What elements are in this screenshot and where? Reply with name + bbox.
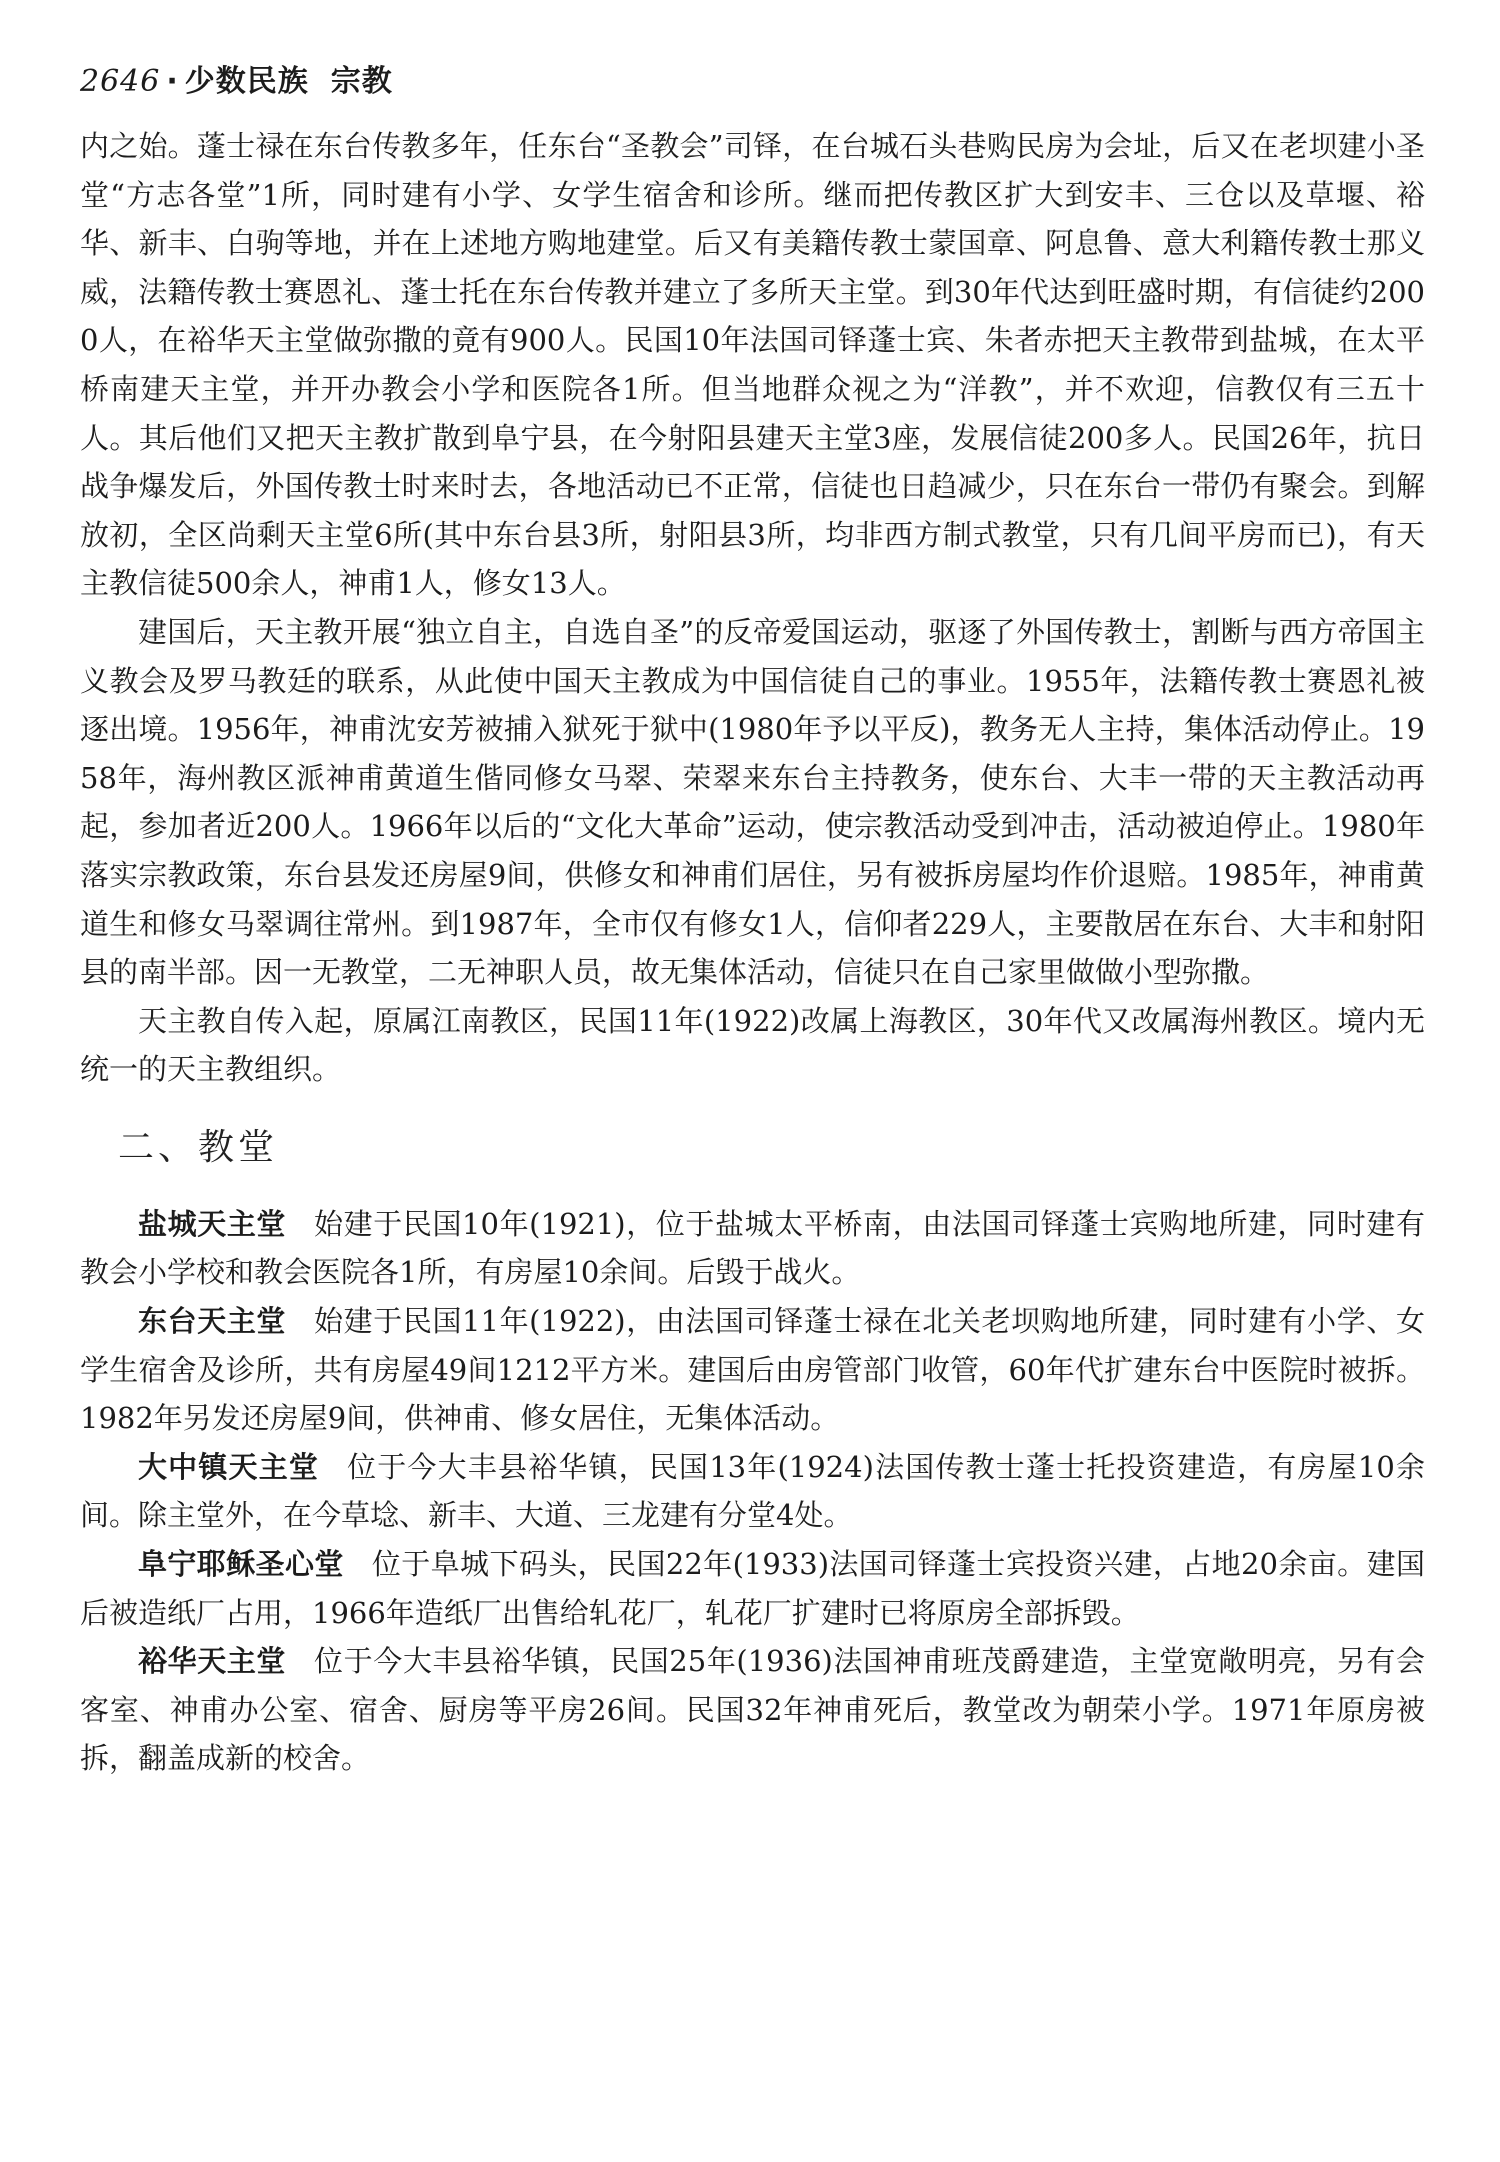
header-section: 少数民族 xyxy=(184,64,309,99)
church-entry xyxy=(80,1200,1425,1297)
church-entry xyxy=(80,1443,1425,1540)
entry-term: 裕华天主堂 xyxy=(138,1644,287,1679)
entry-text: 位于阜城下码头，民国22年(1933)法国司铎蓬士宾投资兴建，占地20余亩。建国后被造纸厂占用，1966年造纸厂出售给轧花厂，轧花厂扩建时已将原房全部拆毁。 xyxy=(80,1547,1425,1630)
entry-term: 大中镇天主堂 xyxy=(138,1449,320,1484)
body-paragraph-continued: 内之始。蓬士禄在东台传教多年，任东台“圣教会”司铎，在台城石头巷购民房为会址，后又在老坝建小圣堂“方志各堂”1所，同时建有小学、女学生宿舍和诊所。继而把传教区扩大到安丰、三仓以及草堰、裕华、新丰、白驹等地，并在上述地方购地建堂。后又有美籍传教士蒙国章、阿息鲁、意大利籍传教士那义威，法籍传教士赛恩礼、蓬士托在东台传教并建立了多所天主堂。到30年代达到旺盛时期，有信徒约2000人，在裕华天主堂做弥撒的竟有900人。民国10年法国司铎蓬士宾、朱者赤把天主教带到盐城，在太平桥南建天主堂，并开办教会小学和医院各1所。但当地群众视之为“洋教”，并不欢迎，信教仅有三五十人。其后他们又把天主教扩散到阜宁县，在今射阳县建天主堂3座，发展信徒200多人。民国26年，抗日战争爆发后，外国传教士时来时去，各地活动已不正常，信徒也日趋减少，只在东台一带仍有聚会。到解放初，全区尚剩天主堂6所(其中东台县3所，射阳县3所，均非西方制式教堂，只有几间平房而已)，有天主教信徒500余人，神甫1人，修女13人。 xyxy=(80,129,1425,601)
entry-term: 盐城天主堂 xyxy=(138,1206,287,1241)
entry-term: 阜宁耶稣圣心堂 xyxy=(138,1547,344,1582)
section-heading: 二、教堂 xyxy=(118,1126,279,1168)
entry-term: 东台天主堂 xyxy=(138,1304,287,1339)
body-paragraph: 建国后，天主教开展“独立自主，自选自圣”的反帝爱国运动，驱逐了外国传教士，割断与西方帝国主义教会及罗马教廷的联系，从此使中国天主教成为中国信徒自己的事业。1955年，法籍传教士赛恩礼被逐出境。1956年，神甫沈安芳被捕入狱死于狱中(1980年予以平反)，教务无人主持，集体活动停止。1958年，海州教区派神甫黄道生偕同修女马翠、荣翠来东台主持教务，使东台、大丰一带的天主教活动再起，参加者近200人。1966年以后的“文化大革命”运动，使宗教活动受到冲击，活动被迫停止。1980年落实宗教政策，东台县发还房屋9间，供修女和神甫们居住，另有被拆房屋均作价退赔。1985年，神甫黄道生和修女马翠调往常州。到1987年，全市仅有修女1人，信仰者229人，主要散居在东台、大丰和射阳县的南半部。因一无教堂，二无神职人员，故无集体活动，信徒只在自己家里做做小型弥撒。 xyxy=(80,614,1425,990)
running-header xyxy=(80,60,1425,104)
entry-text: 始建于民国11年(1922)，由法国司铎蓬士禄在北关老坝购地所建，同时建有小学、女学生宿舍及诊所，共有房屋49间1212平方米。建国后由房管部门收管，60年代扩建东台中医院时被拆。1982年另发还房屋9间，供神甫、修女居住，无集体活动。 xyxy=(80,1304,1425,1436)
church-entry xyxy=(80,1540,1425,1637)
header-separator: · xyxy=(166,64,179,99)
church-entry xyxy=(80,1637,1425,1783)
page-number: 2646 xyxy=(80,64,161,99)
entry-text: 位于今大丰县裕华镇，民国13年(1924)法国传教士蓬士托投资建造，有房屋10余间。除主堂外，在今草埝、新丰、大道、三龙建有分堂4处。 xyxy=(80,1449,1425,1533)
church-entry xyxy=(80,1297,1425,1443)
entry-text: 位于今大丰县裕华镇，民国25年(1936)法国神甫班茂爵建造，主堂宽敞明亮，另有会客室、神甫办公室、宿舍、厨房等平房26间。民国32年神甫死后，教堂改为朝荣小学。1971年原房被拆，翻盖成新的校舍。 xyxy=(80,1644,1425,1776)
entry-text: 始建于民国10年(1921)，位于盐城太平桥南，由法国司铎蓬士宾购地所建，同时建有教会小学校和教会医院各1所，有房屋10余间。后毁于战火。 xyxy=(80,1206,1425,1290)
book-page xyxy=(80,60,1425,1783)
header-subsection: 宗教 xyxy=(330,64,393,99)
body-paragraph: 天主教自传入起，原属江南教区，民国11年(1922)改属上海教区，30年代又改属海州教区。境内无统一的天主教组织。 xyxy=(80,1003,1425,1087)
